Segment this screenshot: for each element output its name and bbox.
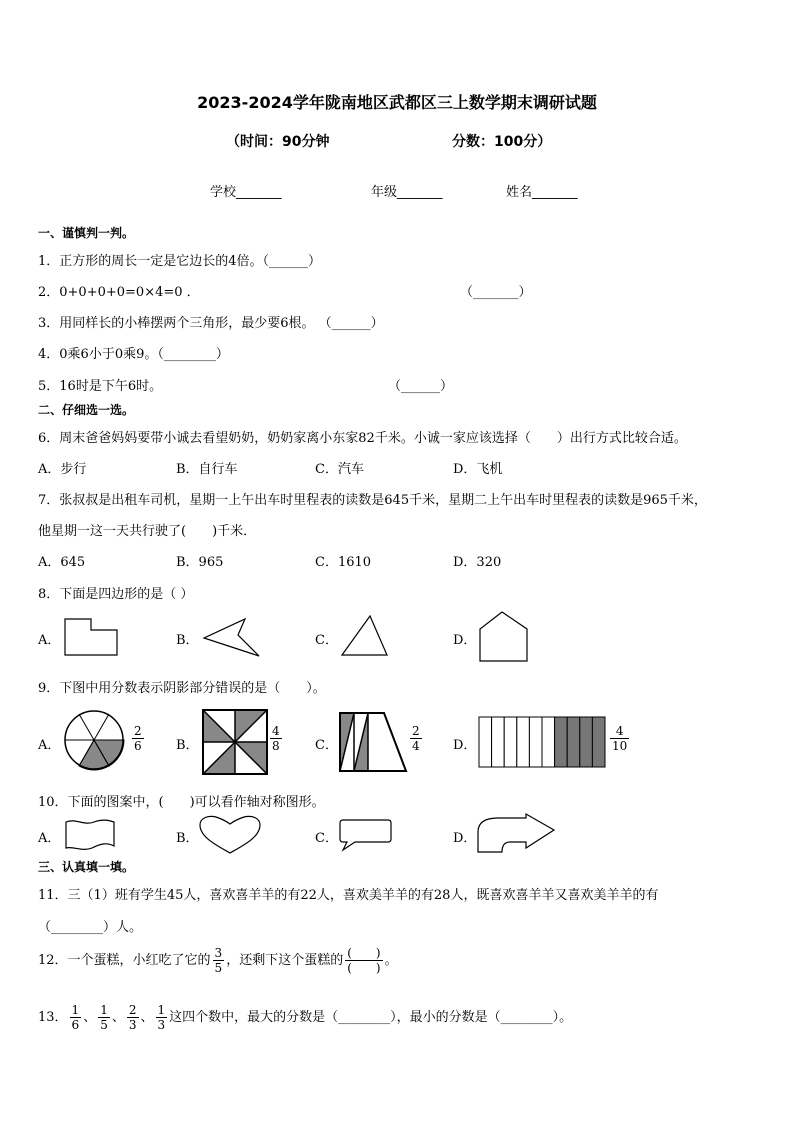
q13-fraction-2: $\frac{1}{5}$: [100, 1003, 108, 1032]
question-2-blank[interactable]: （_______）: [460, 285, 532, 300]
section-heading-3: 三、认真填一填。: [38, 860, 135, 874]
name-field[interactable]: 姓名_______: [506, 185, 578, 200]
q10-option-d[interactable]: D．: [453, 831, 477, 846]
q7-option-b[interactable]: B．965: [176, 555, 224, 570]
q7-option-d[interactable]: D．320: [453, 555, 502, 570]
q9-fraction-d: $\frac{4}{10}$: [612, 724, 628, 753]
q6-option-d[interactable]: D．飞机: [453, 462, 503, 477]
q13-fraction-3: $\frac{2}{3}$: [128, 1003, 137, 1032]
l-shape-hexagon-figure: [64, 618, 124, 658]
q12-fraction: $\frac{3}{5}$: [214, 946, 223, 975]
strip-cell: [555, 717, 568, 767]
strip-cell: [580, 717, 593, 767]
q9-option-c[interactable]: C．: [315, 738, 338, 753]
strip-cell: [592, 717, 605, 767]
concave-quadrilateral-figure: [202, 614, 262, 659]
question-9: 9．下图中用分数表示阴影部分错误的是（ ）。: [38, 681, 326, 696]
question-3: 3．用同样长的小棒摆两个三角形，最少要6根。 （______）: [38, 316, 384, 331]
q9-option-a[interactable]: A．: [38, 738, 61, 753]
question-13: 13． $\frac{1}{6}$ 、 $\frac{1}{5}$ 、 $\frac{2}{3}$ 、 $\frac{1}{3}$ 这四个数中，最大的分数是（________），最小的分数是（________）。: [38, 1003, 573, 1032]
strip-cell: [504, 717, 517, 767]
section-heading-2: 二、仔细选一选。: [38, 403, 135, 417]
q6-option-c[interactable]: C．汽车: [315, 462, 364, 477]
q9-option-b[interactable]: B．: [176, 738, 199, 753]
speech-bubble-figure: [338, 818, 394, 852]
curved-arrow-figure: [474, 814, 558, 856]
strip-cell: [567, 717, 580, 767]
strip-cell: [542, 717, 555, 767]
q9-fraction-a: $\frac{2}{6}$: [134, 724, 142, 753]
q8-option-b[interactable]: B．: [176, 633, 199, 648]
school-field[interactable]: 学校_______: [210, 185, 282, 200]
question-4: 4．0乘6小于0乘9。（________）: [38, 347, 229, 362]
shaded-circle-figure: [64, 710, 124, 770]
question-7-line-1: 7．张叔叔是出租车司机，星期一上午出车时里程表的读数是645千米，星期二上午出车时里程表的读数是965千米，: [38, 493, 707, 508]
q8-option-d[interactable]: D．: [453, 633, 477, 648]
page-title: 2023-2024学年陇南地区武都区三上数学期末调研试题: [197, 93, 597, 112]
question-2: 2．0+0+0+0=0×4=0 ．: [38, 285, 200, 300]
question-10: 10．下面的图案中，( )可以看作轴对称图形。: [38, 795, 325, 810]
q9-option-d[interactable]: D．: [453, 738, 477, 753]
grade-field[interactable]: 年级_______: [371, 185, 443, 200]
heart-figure: [198, 815, 262, 855]
question-11-line-1: 11．三（1）班有学生45人，喜欢喜羊羊的有22人，喜欢美羊羊的有28人，既喜欢喜羊羊又喜欢美羊羊的有: [38, 888, 659, 903]
q7-option-c[interactable]: C．1610: [315, 555, 372, 570]
shaded-trapezoid-figure: [338, 711, 408, 773]
q8-option-c[interactable]: C．: [315, 633, 338, 648]
pentagon-figure: [478, 611, 530, 663]
strip-cell: [529, 717, 542, 767]
question-11-line-2: （________）人。: [38, 920, 143, 935]
q10-option-b[interactable]: B．: [176, 831, 199, 846]
shaded-square-figure: [202, 709, 268, 775]
exam-score: 分数：100分）: [452, 134, 552, 150]
strip-cell: [492, 717, 505, 767]
shaded-strip-figure: [478, 716, 608, 768]
flag-figure: [64, 818, 116, 852]
question-8: 8．下面是四边形的是（ ）: [38, 587, 194, 602]
question-5-blank[interactable]: （______）: [388, 379, 454, 394]
q6-option-a[interactable]: A．步行: [38, 462, 87, 477]
strip-cell: [517, 717, 530, 767]
q9-fraction-b: $\frac{4}{8}$: [272, 724, 280, 753]
q8-option-a[interactable]: A．: [38, 633, 61, 648]
question-1: 1．正方形的周长一定是它边长的4倍。（______）: [38, 254, 322, 269]
q12-answer-blank[interactable]: $\frac{( )}{( )}$: [347, 946, 381, 975]
strip-cell: [479, 717, 492, 767]
question-5: 5．16时是下午6时。: [38, 379, 163, 394]
q10-option-c[interactable]: C．: [315, 831, 338, 846]
question-6: 6．周末爸爸妈妈要带小诚去看望奶奶，奶奶家离小东家82千米。小诚一家应该选择（ ）出行方式比较合适。: [38, 431, 687, 446]
section-heading-1: 一、谨慎判一判。: [38, 226, 135, 240]
q10-option-a[interactable]: A．: [38, 831, 61, 846]
q13-fraction-4: $\frac{1}{3}$: [157, 1003, 166, 1032]
question-7-line-2: 他星期一这一天共行驶了( )千米．: [38, 524, 257, 539]
q6-option-b[interactable]: B．自行车: [176, 462, 238, 477]
q9-fraction-c: $\frac{2}{4}$: [412, 724, 420, 753]
exam-time: （时间：90分钟: [226, 134, 330, 150]
triangle-figure: [340, 614, 390, 659]
q13-fraction-1: $\frac{1}{6}$: [71, 1003, 80, 1032]
q7-option-a[interactable]: A．645: [38, 555, 86, 570]
question-12: 12．一个蛋糕，小红吃了它的 $\frac{3}{5}$ ，还剩下这个蛋糕的 $\frac{( )}{( )}$ 。: [38, 946, 398, 975]
